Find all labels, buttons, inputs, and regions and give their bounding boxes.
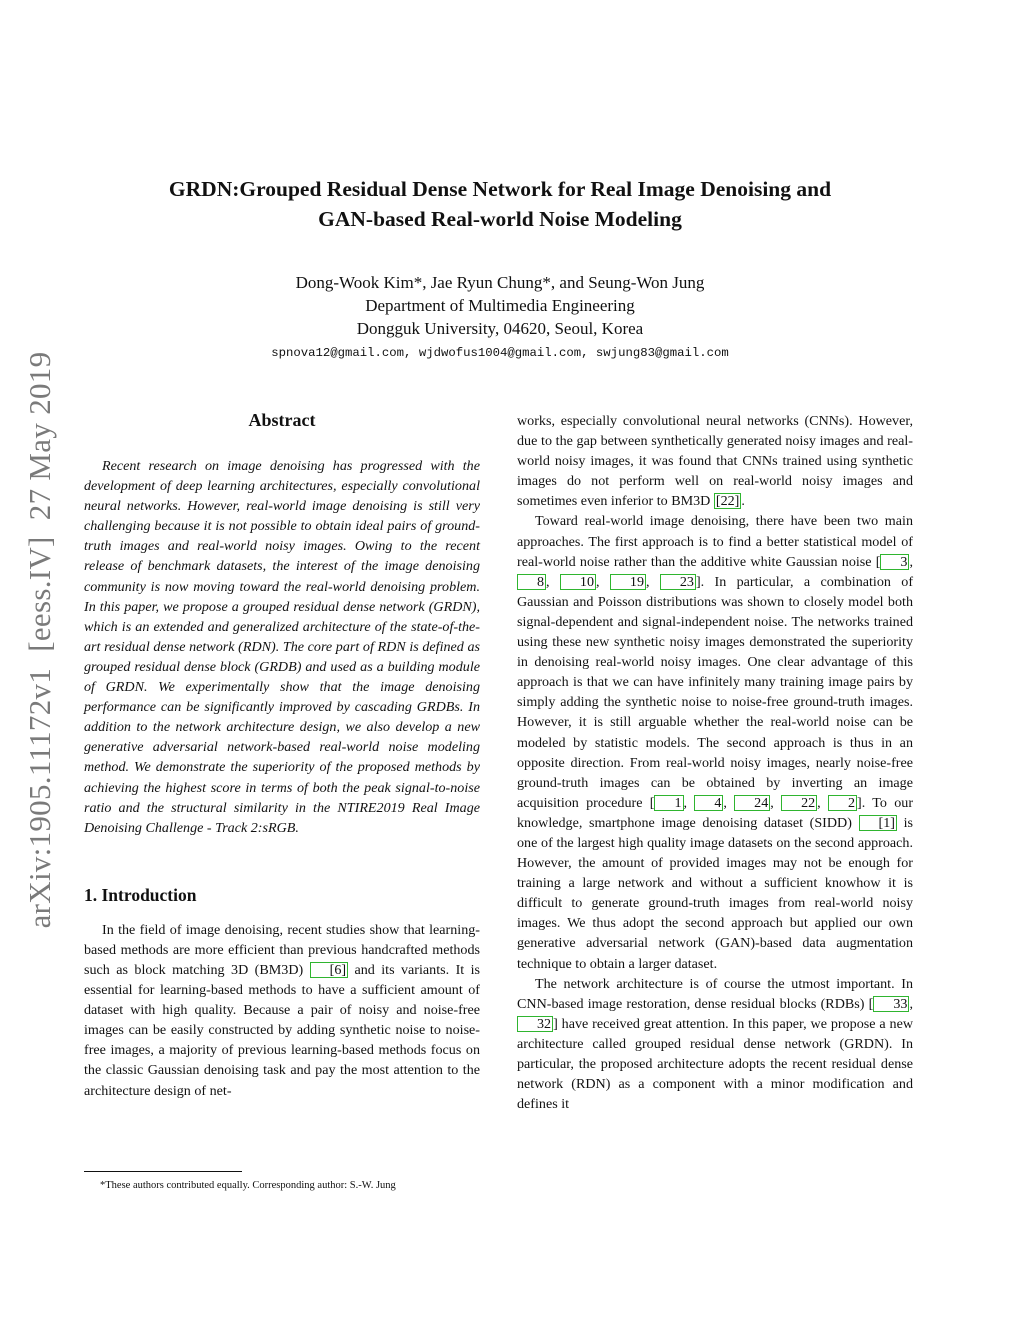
citation-link-22[interactable]: [22] bbox=[715, 493, 740, 510]
affiliation: Dongguk University, 04620, Seoul, Korea bbox=[356, 319, 644, 338]
title-line-2: GAN-based Real-world Noise Modeling bbox=[318, 207, 682, 231]
citation-link-4[interactable]: 4 bbox=[694, 795, 723, 811]
citation-link-3[interactable]: 3 bbox=[880, 554, 909, 570]
citation-link-22b[interactable]: 22 bbox=[781, 795, 817, 811]
citation-link-19[interactable]: 19 bbox=[610, 574, 646, 590]
right-p1-text-2: . bbox=[741, 493, 745, 510]
right-p1-text-1: works, especially convolutional neural networks (CNNs). However, due to the gap between synthetically generated noisy images and real-world noisy images, it was found that CNNs trained using synthetic images do not perform well on real-world noisy images and sometimes even inferior to BM3D bbox=[517, 413, 913, 510]
right-p2-text-1: Toward real-world image denoising, there have been two main approaches. The first approach is to find a better statistical model of real-world noise rather than the additive white Gaussian noise [ bbox=[517, 513, 913, 570]
footnote-divider bbox=[84, 1171, 242, 1172]
citation-link-24[interactable]: 24 bbox=[734, 795, 770, 811]
citation-link-8[interactable]: 8 bbox=[517, 574, 546, 590]
citation-link-32[interactable]: 32 bbox=[517, 1016, 553, 1032]
right-p2-text-4: is one of the largest high quality image datasets on the second approach. However, the amount of provided images may not be enough for training a large network and without a sufficient knowhow it is difficult to generate ground-truth images from real-world noisy images. We thus adopt the second approach but applied our own generative adversarial network (GAN)-based data augmentation technique to obtain a larger dataset. bbox=[517, 814, 913, 972]
left-column bbox=[84, 406, 480, 1101]
author-names: Dong-Wook Kim*, Jae Ryun Chung*, and Seung-Won Jung bbox=[295, 273, 705, 292]
intro-heading: 1. Introduction bbox=[84, 884, 197, 905]
right-p2-text-3: ]. To our knowledge, smartphone image denoising dataset (SIDD) bbox=[517, 794, 914, 831]
footnote: *These authors contributed equally. Corresponding author: S.-W. Jung bbox=[100, 1180, 396, 1191]
abstract-heading: Abstract bbox=[248, 410, 316, 430]
citation-link-1[interactable]: 1 bbox=[654, 795, 683, 811]
citation-link-33[interactable]: 33 bbox=[873, 996, 909, 1012]
right-p3-text-2: ] have received great attention. In this paper, we propose a new architecture called grouped residual dense network (GRDN). In particular, the proposed architecture adopts the recent residual dense network (RDN) as a component with a minor modification and defines it bbox=[517, 1015, 913, 1113]
right-paragraph-1 bbox=[517, 411, 913, 511]
right-p3-text-1: The network architecture is of course the utmost important. In CNN-based image restoration, dense residual blocks (RDBs) [ bbox=[517, 975, 913, 1012]
intro-text-2: and its variants. It is essential for learning-based methods to have a sufficient amount of dataset with high quality. Because a pair of noisy and noise-free images can be easily constructed by adding synthetic noise to noise-free images, a majority of previous learning-based methods focus on the classic Gaussian denoising task and pay the most attention to the architecture design of net- bbox=[84, 961, 480, 1099]
author-block bbox=[200, 271, 800, 340]
arxiv-identifier: arXiv:1905.11172v1 [eess.IV] 27 May 2019 bbox=[22, 351, 57, 929]
citation-link-10[interactable]: 10 bbox=[560, 574, 596, 590]
citation-link-1b[interactable]: [1] bbox=[859, 815, 897, 831]
department: Department of Multimedia Engineering bbox=[365, 296, 635, 315]
author-emails: spnova12@gmail.com, wjdwofus1004@gmail.com, swjung83@gmail.com bbox=[271, 346, 729, 360]
abstract-text: Recent research on image denoising has progressed with the development of deep learning architectures, especially convolutional neural networks. However, real-world image denoising is still very challenging because it is not possible to obtain ideal pairs of ground-truth images and real-world noisy images. Owing to the recent release of benchmark datasets, the interest of the image denoising community is now moving toward the real-world denoising problem. In this paper, we propose a grouped residual dense network (GRDN), which is an extended and generalized architecture of the state-of-the-art residual dense network (RDN). The core part of RDN is defined as grouped residual dense block (GRDB) and used as a building module of GRDN. We experimentally show that the image denoising performance can be significantly improved by cascading GRDBs. In addition to the network architecture design, we also develop a new generative adversarial network-based real-world noise modeling method. We demonstrate the superiority of the proposed methods by achieving the highest score in terms of both the peak signal-to-noise ratio and the structural similarity in the NTIRE2019 Real Image Denoising Challenge - Track 2:sRGB. bbox=[84, 458, 480, 836]
right-paragraph-2: Toward real-world image denoising, there have been two main approaches. The first approach is to find a better statistical model of real-world noise rather than the additive white Gaussian noise [ 3 , 8 , 10 , 19 , 23 ]. In particular, a combination of Gaussian and Poisson distributions was shown to closely model both signal-dependent and signal-independent noise. The networks trained using these new synthetic noisy images demonstrated the superiority in denoising real-world noisy images. One clear advantage of this approach is that we can have infinitely many training image pairs by simply adding the synthetic noise to noise-free ground-truth images. However, it is still arguable whether the real-world noise can be modeled by statistic models. The second approach is thus in an opposite direction. From real-world noisy images, nearly noise-free ground-truth images can be obtained by inverting an image acquisition procedure [ 1 , 4 , 24 , 22 , 2 ]. To our knowledge, smartphone image denoising dataset (SIDD) [1] is one of the largest high quality image datasets on the second approach. However, the amount of provided images may not be enough for training a large network and without a sufficient knowhow it is difficult to generate ground-truth images from real-world noisy images. We thus adopt the second approach but applied our own generative adversarial network (GAN)-based data augmentation technique to obtain a larger dataset. bbox=[517, 513, 914, 972]
paper-title bbox=[100, 174, 900, 234]
citation-link-23[interactable]: 23 bbox=[660, 574, 696, 590]
citation-link-2[interactable]: 2 bbox=[828, 795, 857, 811]
intro-text-1: In the field of image denoising, recent studies show that learning-based methods are more efficient than previous handcrafted methods such as block matching 3D (BM3D) bbox=[84, 921, 480, 978]
right-paragraph-3: The network architecture is of course the utmost important. In CNN-based image restoration, dense residual blocks (RDBs) [ 33 , 32 ] have received great attention. In this paper, we propose a new architecture called grouped residual dense network (GRDN). In particular, the proposed architecture adopts the recent residual dense network (RDN) as a component with a minor modification and defines it bbox=[517, 975, 913, 1113]
intro-paragraph bbox=[84, 920, 480, 1101]
citation-link-6[interactable]: [6] bbox=[310, 962, 348, 978]
right-p2-text-2: ]. In particular, a combination of Gaussian and Poisson distributions was shown to closely model both signal-dependent and signal-independent noise. The networks trained using these new synthetic noisy images demonstrated the superiority in denoising real-world noisy images. One clear advantage of this approach is that we can have infinitely many training image pairs by simply adding the synthetic noise to noise-free ground-truth images. However, it is still arguable whether the real-world noise can be modeled by statistic models. The second approach is thus in an opposite direction. From real-world noisy images, nearly noise-free ground-truth images can be obtained by inverting an image acquisition procedure [ bbox=[517, 573, 914, 811]
right-column bbox=[517, 411, 913, 1114]
title-line-1: GRDN:Grouped Residual Dense Network for Real Image Denoising and bbox=[168, 177, 832, 201]
